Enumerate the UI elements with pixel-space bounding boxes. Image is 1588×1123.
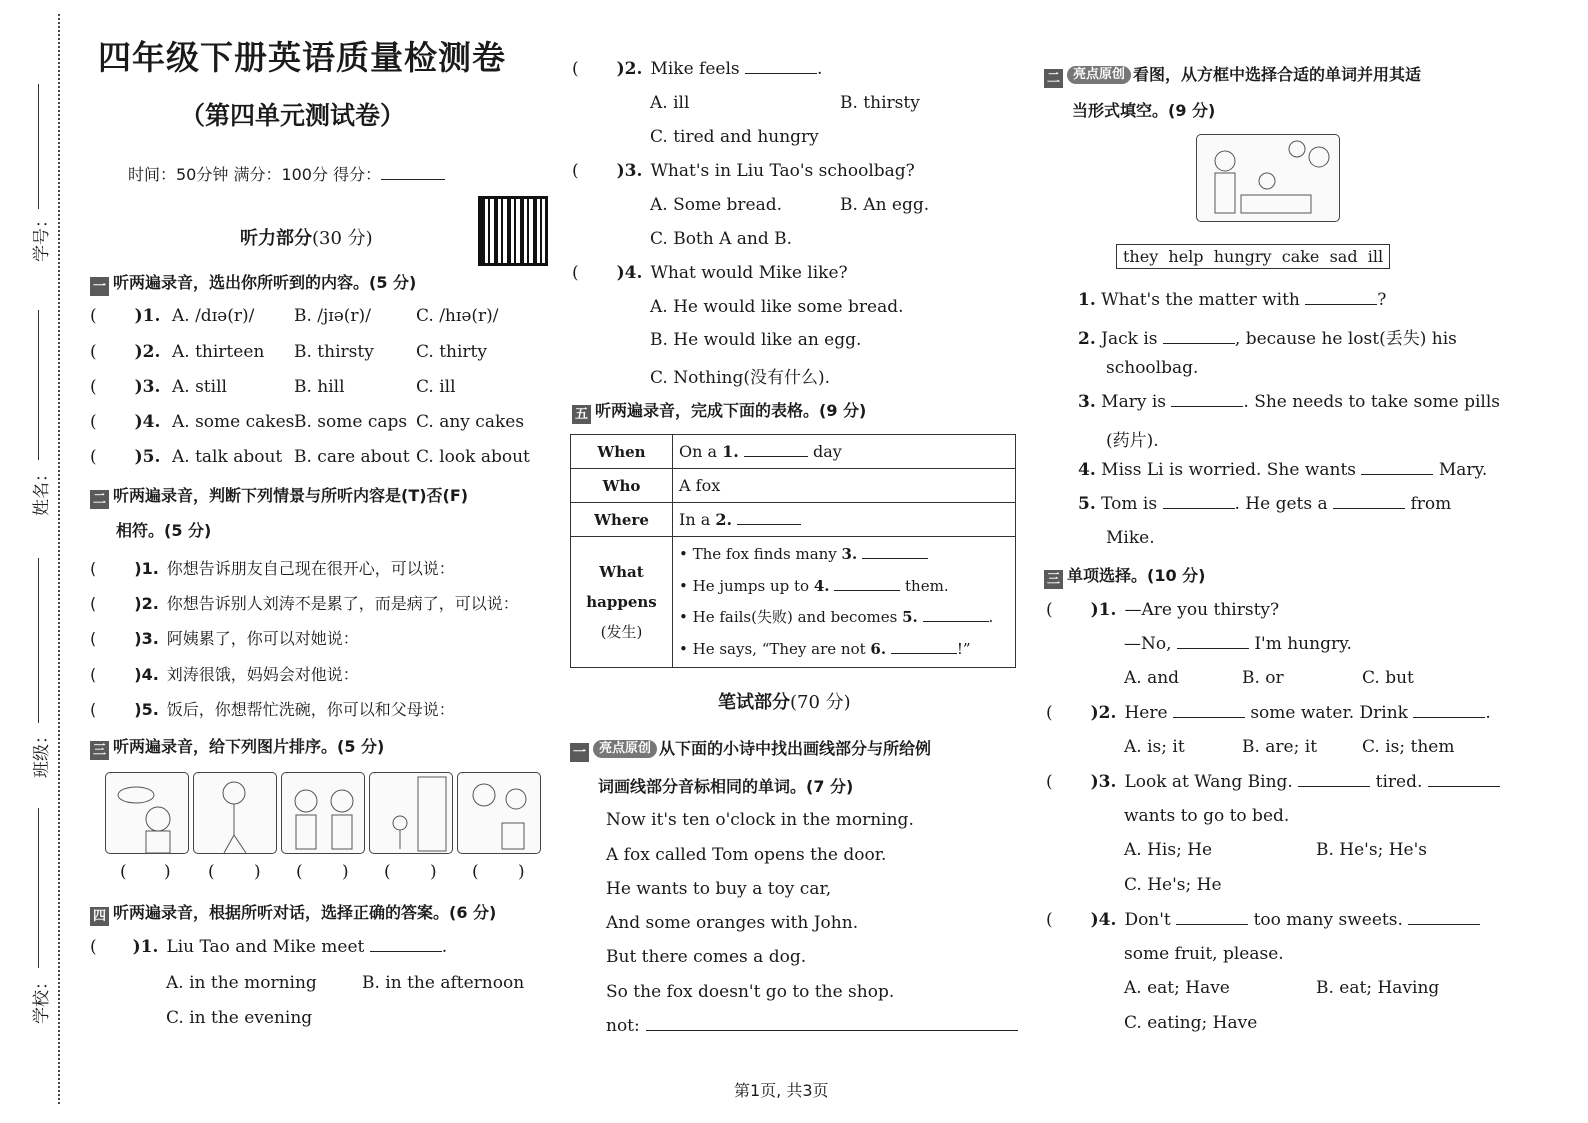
who-label: Who <box>571 469 673 503</box>
s4-q1: ( )1. Liu Tao and Mike meet . <box>90 937 448 957</box>
page-title: 四年级下册英语质量检测卷 <box>98 38 506 77</box>
side-line-id <box>38 84 39 209</box>
classroom-picture <box>1196 134 1340 222</box>
w2-q5-cont: Mike. <box>1106 528 1155 548</box>
poem-line-4: And some oranges with John. <box>606 913 859 933</box>
writing-1-title: 一 亮点原创 从下面的小诗中找出画线部分与所给例 <box>570 736 931 762</box>
w2-q2: 2. Jack is , because he lost(丢失) his <box>1078 329 1457 349</box>
w2-q5: 5. Tom is . He gets a from <box>1078 494 1452 514</box>
picture-door <box>369 772 453 854</box>
side-label-class: 班级： <box>32 727 52 778</box>
writing-2-title: 二 亮点原创 看图，从方框中选择合适的单词并用其适 <box>1044 62 1421 88</box>
w2-q2-cont: schoolbag. <box>1106 358 1199 378</box>
side-label-id: 学号： <box>32 211 52 262</box>
w3-q3-l2: wants to go to bed. <box>1124 806 1290 826</box>
w3-q1-b: B. or <box>1242 668 1284 688</box>
s4-q1-b: B. in the afternoon <box>362 973 525 993</box>
answer-line: not: <box>606 1016 1018 1036</box>
binding-line <box>58 14 60 1104</box>
w3-q3-b: B. He's; He's <box>1316 840 1427 860</box>
s4-q2-a: A. ill <box>650 93 690 113</box>
w3-q1-c: C. but <box>1362 668 1414 688</box>
word-box: they help hungry cake sad ill <box>1116 244 1390 269</box>
section-5-title: 五 听两遍录音，完成下面的表格。(9 分) <box>572 398 866 424</box>
s4-q2-b: B. thirsty <box>840 93 920 113</box>
w2-q3-cont: (药片). <box>1106 431 1159 451</box>
poem-line-2: A fox called Tom opens the door. <box>606 845 887 865</box>
poem-line-5: But there comes a dog. <box>606 947 807 967</box>
section-4-title: 四 听两遍录音，根据所听对话，选择正确的答案。(6 分) <box>90 900 496 926</box>
w3-q3-c: C. He's; He <box>1124 875 1222 895</box>
w3-q4-b: B. eat; Having <box>1316 978 1440 998</box>
w3-q4-a: A. eat; Have <box>1124 978 1230 998</box>
fox-table <box>570 434 1016 668</box>
w3-q1: ( )1. —Are you thirsty? <box>1046 600 1280 620</box>
writing-2-title2: 当形式填空。(9 分) <box>1072 101 1216 120</box>
s1-q5: ( )5. A. talk about B. care about C. look about <box>90 447 530 467</box>
s4-q3-a: A. Some bread. <box>650 195 783 215</box>
s4-q4: ( )4. What would Mike like? <box>572 263 848 283</box>
w3-q1-l2: —No, I'm hungry. <box>1124 634 1352 654</box>
s4-q2-c: C. tired and hungry <box>650 127 819 147</box>
s2-q2: ( )2. 你想告诉别人刘涛不是累了，而是病了，可以说： <box>90 594 519 613</box>
side-line-class <box>38 558 39 723</box>
section-1-title: 一 听两遍录音，选出你所听到的内容。(5 分) <box>90 270 416 296</box>
w2-q1: 1. What's the matter with ? <box>1078 290 1387 310</box>
section-3-title: 三 听两遍录音，给下列图片排序。(5 分) <box>90 734 384 760</box>
side-line-name <box>38 310 39 460</box>
section-2-title: 二 听两遍录音，判断下列情景与所听内容是(T)否(F) <box>90 483 468 509</box>
w3-q4-c: C. eating; Have <box>1124 1013 1258 1033</box>
w3-q2: ( )2. Here some water. Drink . <box>1046 703 1491 723</box>
where-cell: In a 2. <box>673 503 1016 537</box>
when-label: When <box>571 435 673 469</box>
w3-q4: ( )4. Don't too many sweets. <box>1046 910 1480 930</box>
picture-bananas-boy <box>105 772 189 854</box>
s2-q4: ( )4. 刘涛很饿，妈妈会对他说： <box>90 665 359 684</box>
s2-q5: ( )5. 饭后，你想帮忙洗碗，你可以和父母说： <box>90 700 455 719</box>
w3-q3-a: A. His; He <box>1124 840 1213 860</box>
where-label: Where <box>571 503 673 537</box>
w3-q4-l2: some fruit, please. <box>1124 944 1284 964</box>
poem-line-6: So the fox doesn't go to the shop. <box>606 982 895 1002</box>
s2-q3: ( )3. 阿姨累了，你可以对她说： <box>90 629 359 648</box>
s1-q1: ( )1. A. /dɪə(r)/ B. /jɪə(r)/ C. /hɪə(r)/ <box>90 306 499 326</box>
what-label: What happens (发生) <box>571 537 673 668</box>
side-label-school: 学校： <box>32 973 52 1024</box>
w2-q3: 3. Mary is . She needs to take some pills <box>1078 392 1501 412</box>
s4-q3-b: B. An egg. <box>840 195 930 215</box>
picture-tired-boy <box>193 772 277 854</box>
s4-q2: ( )2. Mike feels . <box>572 59 823 79</box>
writing-1-title2: 词画线部分音标相同的单词。(7 分) <box>598 777 854 796</box>
when-cell: On a 1. day <box>673 435 1016 469</box>
side-label-name: 姓名： <box>32 465 52 516</box>
what-cell: • The fox finds many 3. • He jumps up to 4. them. • He fails(失败) and becomes 5. . • He says, “They are not 6. !” <box>673 537 1016 668</box>
s4-q4-a: A. He would like some bread. <box>650 297 904 317</box>
s4-q3-c: C. Both A and B. <box>650 229 793 249</box>
w3-q2-a: A. is; it <box>1124 737 1185 757</box>
s4-q1-a: A. in the morning <box>166 973 317 993</box>
qr-code <box>478 196 548 266</box>
s1-q2: ( )2. A. thirteen B. thirsty C. thirty <box>90 342 487 362</box>
exam-meta: 时间：50分钟 满分：100分 得分： <box>128 162 445 185</box>
s1-q4: ( )4. A. some cakes B. some caps C. any cakes <box>90 412 525 432</box>
w3-q2-b: B. are; it <box>1242 737 1318 757</box>
poem-line-3: He wants to buy a toy car, <box>606 879 832 899</box>
poem-line-1: Now it's ten o'clock in the morning. <box>606 810 914 830</box>
picture-girl-boy <box>281 772 365 854</box>
s4-q4-c: C. Nothing(没有什么). <box>650 368 831 388</box>
writing-title: 笔试部分(70 分) <box>718 692 851 713</box>
page-footer: 第1页, 共3页 <box>734 1081 829 1100</box>
s4-q3: ( )3. What's in Liu Tao's schoolbag? <box>572 161 915 181</box>
page-subtitle: （第四单元测试卷） <box>180 101 406 130</box>
picture-woman-chair <box>457 772 541 854</box>
s2-q1: ( )1. 你想告诉朋友自己现在很开心，可以说： <box>90 559 455 578</box>
s4-q4-b: B. He would like an egg. <box>650 330 862 350</box>
writing-3-title: 三 单项选择。(10 分) <box>1044 563 1205 589</box>
section-2-title2: 相符。(5 分) <box>116 521 212 540</box>
side-line-school <box>38 808 39 968</box>
who-cell: A fox <box>673 469 1016 503</box>
w3-q2-c: C. is; them <box>1362 737 1455 757</box>
s4-q1-c: C. in the evening <box>166 1008 313 1028</box>
w3-q1-a: A. and <box>1124 668 1180 688</box>
w3-q3: ( )3. Look at Wang Bing. tired. <box>1046 772 1500 792</box>
listening-title: 听力部分(30 分) <box>240 228 373 249</box>
s1-q3: ( )3. A. still B. hill C. ill <box>90 377 456 397</box>
w2-q4: 4. Miss Li is worried. She wants Mary. <box>1078 460 1488 480</box>
